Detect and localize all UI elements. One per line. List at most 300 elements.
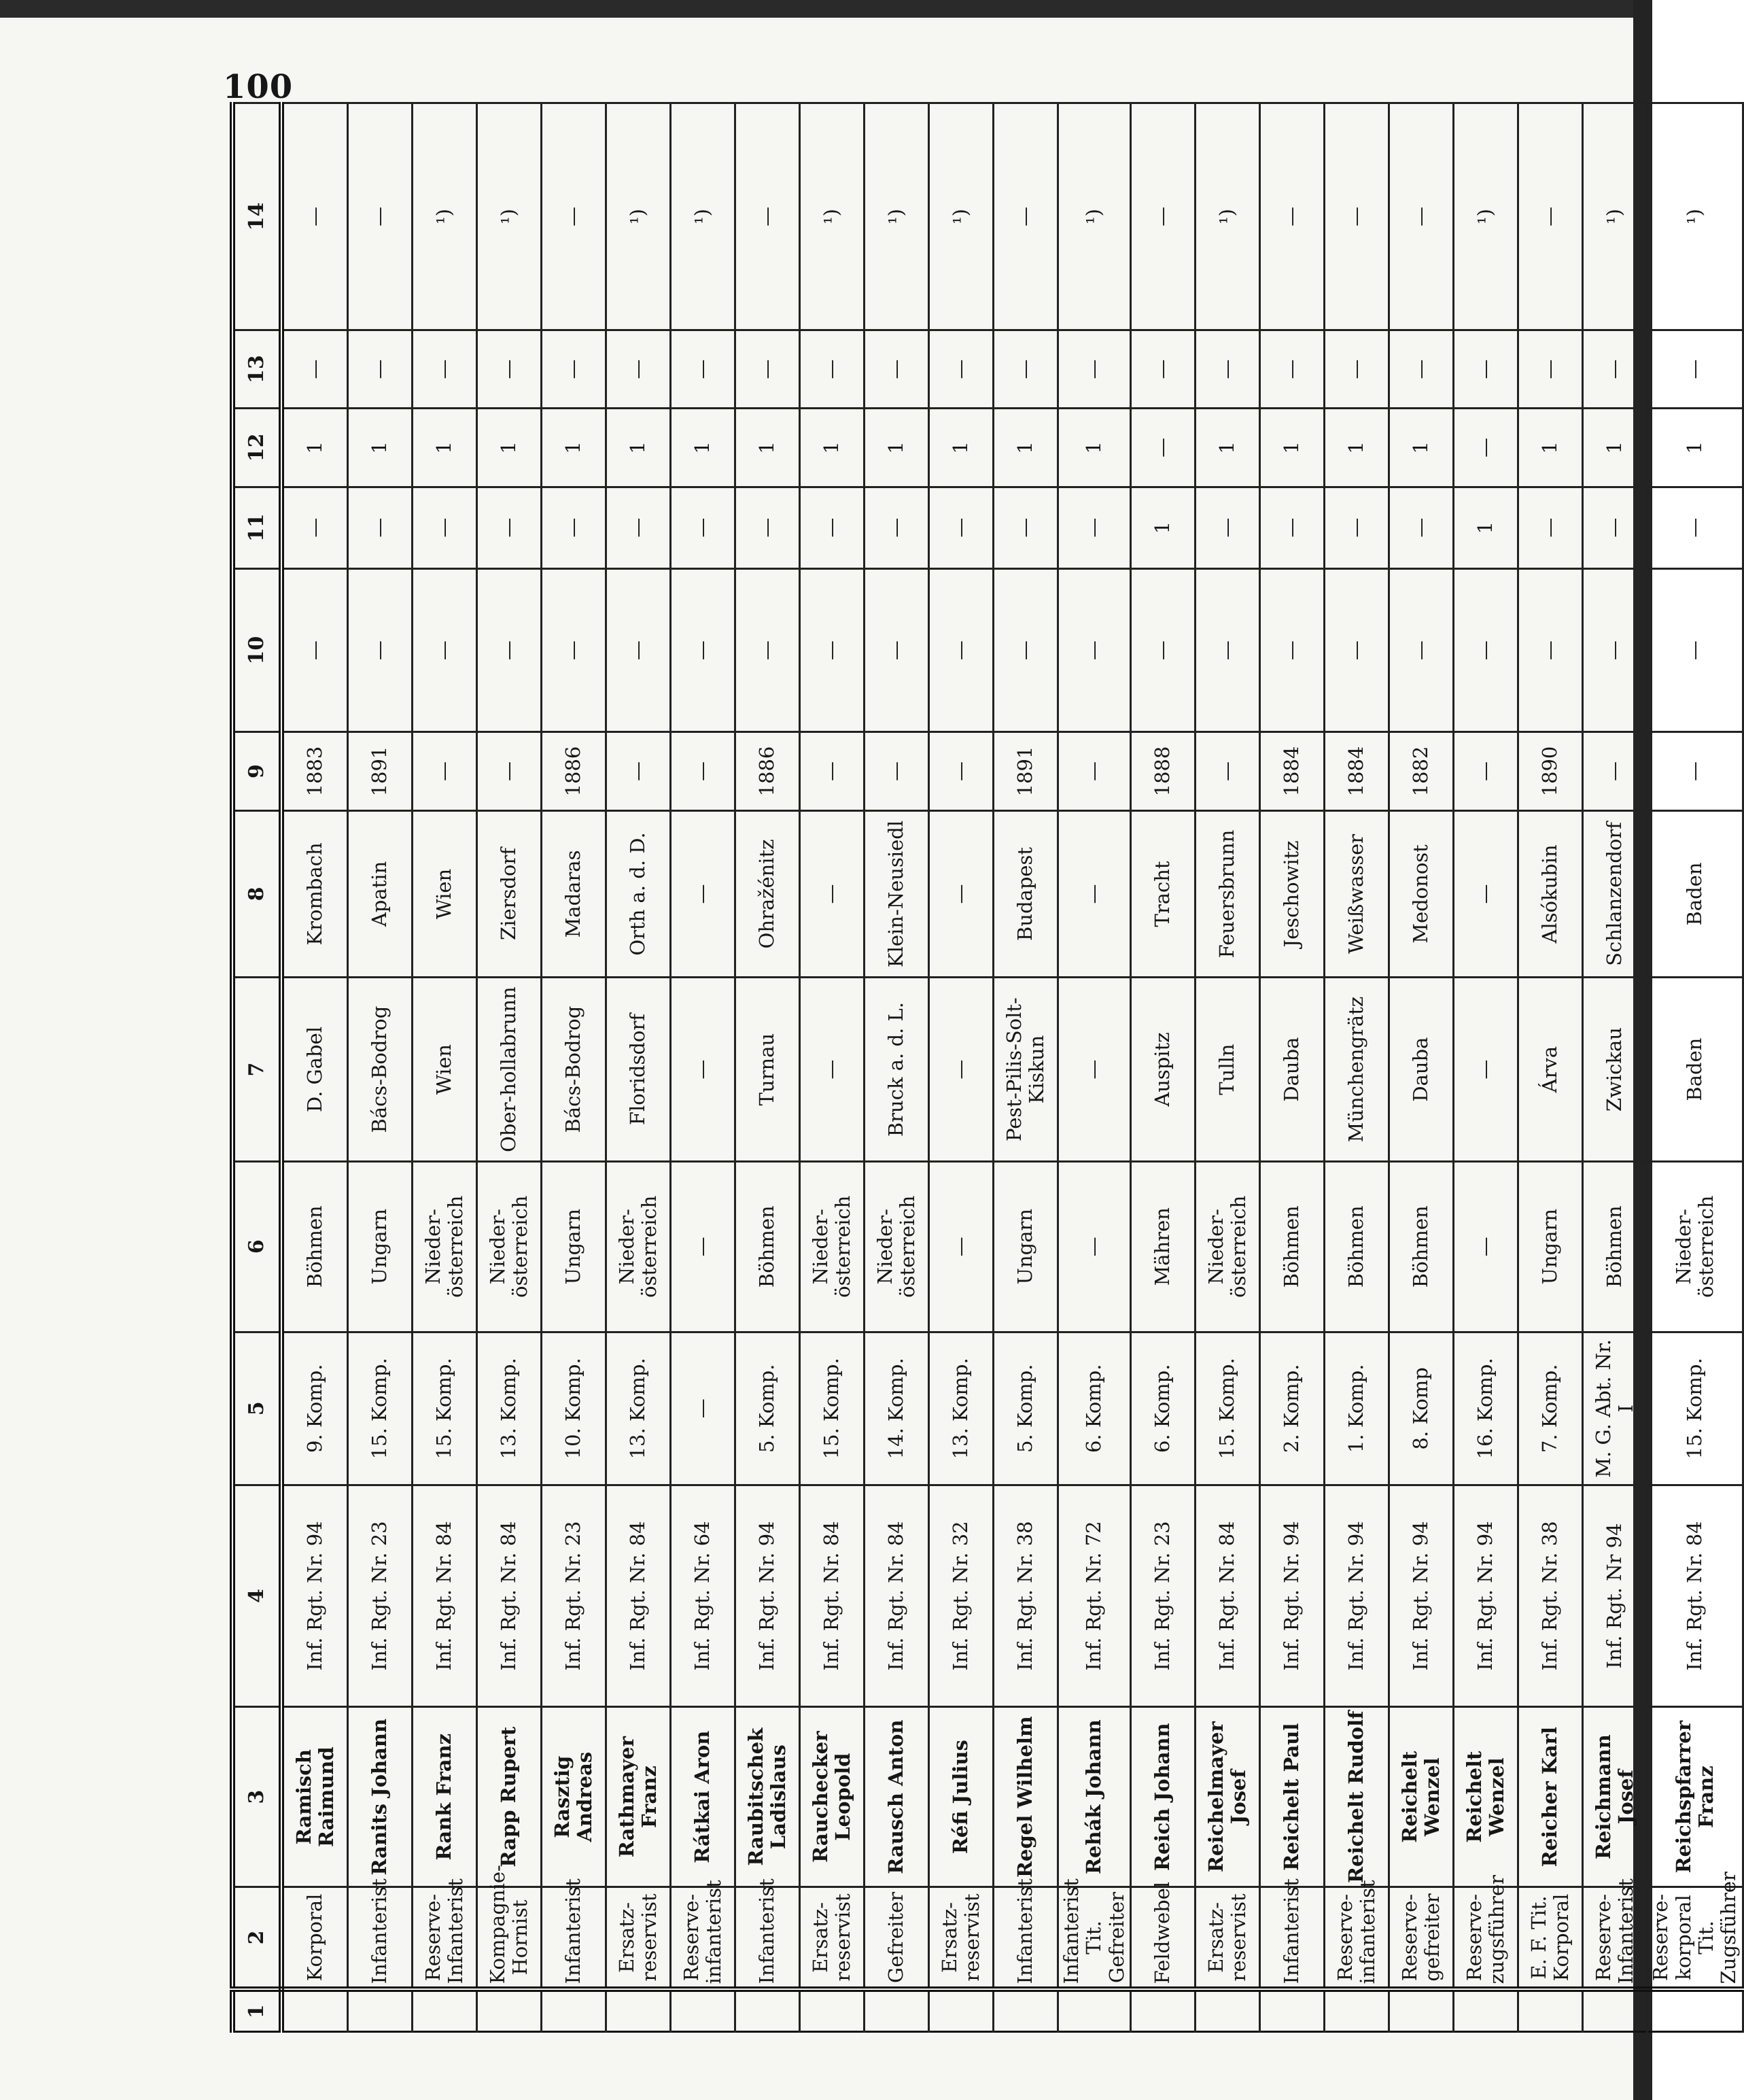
birthplace-cell: Klein-Neusiedl: [865, 810, 929, 978]
regiment-cell: Inf. Rgt. Nr. 84: [1196, 1485, 1260, 1707]
birth-year-cell: 1886: [542, 732, 606, 810]
col-13-cell: —: [1196, 330, 1260, 408]
col-10-cell: —: [477, 568, 542, 732]
col-12-cell: 1: [735, 409, 800, 487]
table-row: [800, 103, 865, 2032]
row-number-cell: [735, 1989, 800, 2031]
table-row: [1325, 103, 1389, 2032]
row-number-cell: [1647, 1989, 1743, 2031]
column-header: 5: [232, 1332, 281, 1485]
name-cell: Reichelt Paul: [1260, 1706, 1325, 1887]
company-cell: 15. Komp.: [1196, 1332, 1260, 1485]
col-13-cell: —: [1325, 330, 1389, 408]
col-10-cell: —: [735, 568, 800, 732]
col-13-cell: —: [671, 330, 735, 408]
regiment-cell: Inf. Rgt. Nr. 94: [281, 1485, 348, 1707]
crownland-cell: Ungarn: [542, 1161, 606, 1332]
table-row: [413, 103, 477, 2032]
birthplace-cell: Ohražénitz: [735, 810, 800, 978]
remark-cell: ¹): [1058, 103, 1131, 330]
col-11-cell: —: [1389, 487, 1454, 568]
col-13-cell: —: [348, 330, 413, 408]
col-10-cell: —: [1260, 568, 1325, 732]
name-cell: Reich Johann: [1131, 1706, 1196, 1887]
col-12-cell: —: [1454, 409, 1518, 487]
col-13-cell: —: [1454, 330, 1518, 408]
column-header: 9: [232, 732, 281, 810]
company-cell: 5. Komp.: [994, 1332, 1058, 1485]
rank-cell: Infanterist: [994, 1887, 1058, 1989]
col-12-cell: 1: [1325, 409, 1389, 487]
col-13-cell: —: [1647, 330, 1743, 408]
col-12-cell: 1: [994, 409, 1058, 487]
rank-cell: Reserve-korporal Tit. Zugsführer: [1647, 1887, 1743, 1989]
rank-cell: Ersatz-reservist: [606, 1887, 671, 1989]
col-10-cell: —: [994, 568, 1058, 732]
birth-year-cell: 1883: [281, 732, 348, 810]
row-number-cell: [1260, 1989, 1325, 2031]
district-cell: Floridsdorf: [606, 978, 671, 1162]
column-header: 14: [232, 103, 281, 330]
row-number-cell: [1058, 1989, 1131, 2031]
col-13-cell: —: [1583, 330, 1647, 408]
remark-cell: ¹): [865, 103, 929, 330]
crownland-cell: Nieder-österreich: [800, 1161, 865, 1332]
company-cell: 7. Komp.: [1518, 1332, 1583, 1485]
remark-cell: —: [994, 103, 1058, 330]
birthplace-cell: Alsókubin: [1518, 810, 1583, 978]
col-11-cell: —: [994, 487, 1058, 568]
name-cell: Reicher Karl: [1518, 1706, 1583, 1887]
crownland-cell: Böhmen: [1260, 1161, 1325, 1332]
crownland-cell: Mähren: [1131, 1161, 1196, 1332]
page-number: 100: [223, 68, 294, 106]
table-row: [477, 103, 542, 2032]
birthplace-cell: Feuersbrunn: [1196, 810, 1260, 978]
rank-cell: Infanterist: [542, 1887, 606, 1989]
col-11-cell: —: [542, 487, 606, 568]
birth-year-cell: —: [606, 732, 671, 810]
row-number-cell: [348, 1989, 413, 2031]
table-row: [542, 103, 606, 2032]
regiment-cell: Inf. Rgt. Nr. 23: [1131, 1485, 1196, 1707]
name-cell: Rehák Johann: [1058, 1706, 1131, 1887]
birthplace-cell: Apatin: [348, 810, 413, 978]
birth-year-cell: 1891: [994, 732, 1058, 810]
col-13-cell: —: [800, 330, 865, 408]
col-13-cell: —: [994, 330, 1058, 408]
regiment-cell: Inf. Rgt. Nr. 94: [1454, 1485, 1518, 1707]
casualty-list-table: [230, 102, 1744, 2033]
rank-cell: Ersatz-reservist: [1196, 1887, 1260, 1989]
rank-cell: Infanterist: [348, 1887, 413, 1989]
crownland-cell: Nieder-österreich: [413, 1161, 477, 1332]
row-number-cell: [1518, 1989, 1583, 2031]
col-13-cell: —: [865, 330, 929, 408]
rank-cell: Infanterist: [1260, 1887, 1325, 1989]
remark-cell: —: [1389, 103, 1454, 330]
row-number-cell: [671, 1989, 735, 2031]
company-cell: —: [671, 1332, 735, 1485]
column-header: 11: [232, 487, 281, 568]
col-11-cell: —: [735, 487, 800, 568]
column-header: 1: [232, 1989, 281, 2031]
birthplace-cell: Weißwasser: [1325, 810, 1389, 978]
col-13-cell: —: [281, 330, 348, 408]
table-row: [671, 103, 735, 2032]
col-11-cell: —: [1058, 487, 1131, 568]
crownland-cell: —: [671, 1161, 735, 1332]
birth-year-cell: 1891: [348, 732, 413, 810]
birth-year-cell: 1888: [1131, 732, 1196, 810]
col-10-cell: —: [1389, 568, 1454, 732]
col-13-cell: —: [1260, 330, 1325, 408]
district-cell: Bács-Bodrog: [542, 978, 606, 1162]
table-row: [1518, 103, 1583, 2032]
company-cell: 6. Komp.: [1131, 1332, 1196, 1485]
birth-year-cell: —: [800, 732, 865, 810]
name-cell: Raubitschek Ladislaus: [735, 1706, 800, 1887]
crownland-cell: Nieder-österreich: [1647, 1161, 1743, 1332]
table-row: [348, 103, 413, 2032]
birthplace-cell: —: [929, 810, 994, 978]
column-header: 13: [232, 330, 281, 408]
col-10-cell: —: [413, 568, 477, 732]
table-row: [1196, 103, 1260, 2032]
col-11-cell: —: [929, 487, 994, 568]
col-12-cell: 1: [477, 409, 542, 487]
table-row: [606, 103, 671, 2032]
birth-year-cell: —: [929, 732, 994, 810]
regiment-cell: Inf. Rgt. Nr. 84: [477, 1485, 542, 1707]
birthplace-cell: —: [671, 810, 735, 978]
company-cell: 13. Komp.: [606, 1332, 671, 1485]
col-11-cell: —: [477, 487, 542, 568]
row-number-cell: [800, 1989, 865, 2031]
col-10-cell: —: [281, 568, 348, 732]
rank-cell: Feldwebel: [1131, 1887, 1196, 1989]
col-13-cell: —: [1058, 330, 1131, 408]
row-number-cell: [413, 1989, 477, 2031]
col-10-cell: —: [1454, 568, 1518, 732]
row-number-cell: [1131, 1989, 1196, 2031]
table-row: [1389, 103, 1454, 2032]
birthplace-cell: Ziersdorf: [477, 810, 542, 978]
col-10-cell: —: [671, 568, 735, 732]
row-number-cell: [1454, 1989, 1518, 2031]
col-13-cell: —: [606, 330, 671, 408]
table-row: [735, 103, 800, 2032]
crownland-cell: Ungarn: [994, 1161, 1058, 1332]
rank-cell: Korporal: [281, 1887, 348, 1989]
remark-cell: ¹): [929, 103, 994, 330]
col-10-cell: —: [1058, 568, 1131, 732]
table-row: [994, 103, 1058, 2032]
col-11-cell: —: [1583, 487, 1647, 568]
col-11-cell: —: [348, 487, 413, 568]
crownland-cell: Ungarn: [348, 1161, 413, 1332]
col-11-cell: 1: [1454, 487, 1518, 568]
column-header: 2: [232, 1887, 281, 1989]
column-header: 4: [232, 1485, 281, 1707]
name-cell: Reichspfarrer Franz: [1647, 1706, 1743, 1887]
company-cell: 10. Komp.: [542, 1332, 606, 1485]
birthplace-cell: Wien: [413, 810, 477, 978]
birthplace-cell: Schlanzendorf: [1583, 810, 1647, 978]
name-cell: Rátkai Aron: [671, 1706, 735, 1887]
name-cell: Reichmann Josef: [1583, 1706, 1647, 1887]
name-cell: Ranits Johann: [348, 1706, 413, 1887]
col-10-cell: —: [606, 568, 671, 732]
birth-year-cell: 1884: [1260, 732, 1325, 810]
row-number-cell: [1389, 1989, 1454, 2031]
col-11-cell: —: [1518, 487, 1583, 568]
column-header: 3: [232, 1706, 281, 1887]
col-12-cell: 1: [348, 409, 413, 487]
regiment-cell: Inf. Rgt. Nr. 84: [800, 1485, 865, 1707]
birthplace-cell: —: [1454, 810, 1518, 978]
company-cell: 16. Komp.: [1454, 1332, 1518, 1485]
remark-cell: ¹): [1647, 103, 1743, 330]
remark-cell: ¹): [1583, 103, 1647, 330]
birthplace-cell: Budapest: [994, 810, 1058, 978]
regiment-cell: Inf. Rgt. Nr. 32: [929, 1485, 994, 1707]
col-10-cell: —: [800, 568, 865, 732]
birthplace-cell: —: [1058, 810, 1131, 978]
table-row: [1260, 103, 1325, 2032]
remark-cell: ¹): [671, 103, 735, 330]
regiment-cell: Inf. Rgt. Nr. 72: [1058, 1485, 1131, 1707]
regiment-cell: Inf. Rgt. Nr. 64: [671, 1485, 735, 1707]
birth-year-cell: 1884: [1325, 732, 1389, 810]
district-cell: —: [929, 978, 994, 1162]
regiment-cell: Inf. Rgt. Nr. 23: [542, 1485, 606, 1707]
crownland-cell: Nieder-österreich: [865, 1161, 929, 1332]
district-cell: Bruck a. d. L.: [865, 978, 929, 1162]
birthplace-cell: Medonost: [1389, 810, 1454, 978]
crownland-cell: Nieder-österreich: [1196, 1161, 1260, 1332]
crownland-cell: Nieder-österreich: [477, 1161, 542, 1332]
district-cell: Baden: [1647, 978, 1743, 1162]
remark-cell: ¹): [606, 103, 671, 330]
table-row: [1131, 103, 1196, 2032]
col-12-cell: 1: [1518, 409, 1583, 487]
remark-cell: —: [1260, 103, 1325, 330]
col-11-cell: —: [671, 487, 735, 568]
district-cell: Auspitz: [1131, 978, 1196, 1162]
remark-cell: ¹): [413, 103, 477, 330]
birth-year-cell: —: [1583, 732, 1647, 810]
col-11-cell: —: [606, 487, 671, 568]
crownland-cell: —: [1454, 1161, 1518, 1332]
row-number-cell: [994, 1989, 1058, 2031]
col-12-cell: 1: [671, 409, 735, 487]
column-header: 8: [232, 810, 281, 978]
name-cell: Rathmayer Franz: [606, 1706, 671, 1887]
column-header: 6: [232, 1161, 281, 1332]
col-12-cell: 1: [1389, 409, 1454, 487]
rank-cell: Reserve-Infanterist: [1583, 1887, 1647, 1989]
name-cell: Rauchecker Leopold: [800, 1706, 865, 1887]
district-cell: Árva: [1518, 978, 1583, 1162]
regiment-cell: Inf. Rgt. Nr. 94: [1260, 1485, 1325, 1707]
regiment-cell: Inf. Rgt. Nr 94: [1583, 1485, 1647, 1707]
col-10-cell: —: [1518, 568, 1583, 732]
birth-year-cell: —: [413, 732, 477, 810]
crownland-cell: Ungarn: [1518, 1161, 1583, 1332]
remark-cell: ¹): [1454, 103, 1518, 330]
col-11-cell: —: [1647, 487, 1743, 568]
col-10-cell: —: [865, 568, 929, 732]
crownland-cell: Böhmen: [735, 1161, 800, 1332]
column-header: 12: [232, 409, 281, 487]
col-12-cell: 1: [1058, 409, 1131, 487]
birth-year-cell: 1886: [735, 732, 800, 810]
remark-cell: —: [735, 103, 800, 330]
name-cell: Rank Franz: [413, 1706, 477, 1887]
company-cell: 6. Komp.: [1058, 1332, 1131, 1485]
rank-cell: E. F. Tit. Korporal: [1518, 1887, 1583, 1989]
district-cell: Pest-Pilis-Solt-Kiskun: [994, 978, 1058, 1162]
birth-year-cell: —: [1196, 732, 1260, 810]
col-10-cell: —: [1647, 568, 1743, 732]
remark-cell: —: [542, 103, 606, 330]
table-row: [1058, 103, 1131, 2032]
name-cell: Ramisch Raimund: [281, 1706, 348, 1887]
col-13-cell: —: [413, 330, 477, 408]
table-row: [1454, 103, 1518, 2032]
district-cell: —: [671, 978, 735, 1162]
company-cell: 9. Komp.: [281, 1332, 348, 1485]
birth-year-cell: —: [1058, 732, 1131, 810]
casualty-list-table-wrapper: [230, 102, 1741, 2033]
row-number-cell: [542, 1989, 606, 2031]
table-row: [1583, 103, 1647, 2032]
crownland-cell: —: [929, 1161, 994, 1332]
birthplace-cell: Jeschowitz: [1260, 810, 1325, 978]
company-cell: 13. Komp.: [929, 1332, 994, 1485]
district-cell: Münchengrätz: [1325, 978, 1389, 1162]
col-12-cell: 1: [1647, 409, 1743, 487]
remark-cell: —: [1325, 103, 1389, 330]
regiment-cell: Inf. Rgt. Nr. 38: [1518, 1485, 1583, 1707]
birthplace-cell: Baden: [1647, 810, 1743, 978]
row-number-cell: [281, 1989, 348, 2031]
district-cell: Ober-hollabrunn: [477, 978, 542, 1162]
company-cell: M. G. Abt. Nr. I: [1583, 1332, 1647, 1485]
rank-cell: Reserve-zugsführer: [1454, 1887, 1518, 1989]
col-12-cell: —: [1131, 409, 1196, 487]
col-10-cell: —: [1325, 568, 1389, 732]
remark-cell: ¹): [477, 103, 542, 330]
name-cell: Reichelmayer Josef: [1196, 1706, 1260, 1887]
remark-cell: —: [1518, 103, 1583, 330]
name-cell: Regel Wilhelm: [994, 1706, 1058, 1887]
company-cell: 1. Komp.: [1325, 1332, 1389, 1485]
district-cell: Zwickau: [1583, 978, 1647, 1162]
rank-cell: Reserve-gefreiter: [1389, 1887, 1454, 1989]
name-cell: Reichelt Rudolf: [1325, 1706, 1389, 1887]
col-10-cell: —: [929, 568, 994, 732]
rank-cell: Ersatz-reservist: [929, 1887, 994, 1989]
col-12-cell: 1: [865, 409, 929, 487]
col-11-cell: —: [1196, 487, 1260, 568]
col-13-cell: —: [1518, 330, 1583, 408]
district-cell: Dauba: [1260, 978, 1325, 1162]
regiment-cell: Inf. Rgt. Nr. 94: [735, 1485, 800, 1707]
birthplace-cell: Madaras: [542, 810, 606, 978]
district-cell: —: [1058, 978, 1131, 1162]
crownland-cell: Nieder-österreich: [606, 1161, 671, 1332]
birthplace-cell: Orth a. d. D.: [606, 810, 671, 978]
remark-cell: ¹): [800, 103, 865, 330]
col-11-cell: —: [1325, 487, 1389, 568]
company-cell: 14. Komp.: [865, 1332, 929, 1485]
company-cell: 2. Komp.: [1260, 1332, 1325, 1485]
col-12-cell: 1: [1583, 409, 1647, 487]
col-13-cell: —: [735, 330, 800, 408]
table-body: [281, 103, 1743, 2032]
remark-cell: —: [348, 103, 413, 330]
regiment-cell: Inf. Rgt. Nr. 23: [348, 1485, 413, 1707]
col-10-cell: —: [1131, 568, 1196, 732]
remark-cell: ¹): [1196, 103, 1260, 330]
birth-year-cell: 1890: [1518, 732, 1583, 810]
remark-cell: —: [281, 103, 348, 330]
col-13-cell: —: [477, 330, 542, 408]
col-13-cell: —: [542, 330, 606, 408]
col-13-cell: —: [1389, 330, 1454, 408]
crownland-cell: —: [1058, 1161, 1131, 1332]
district-cell: D. Gabel: [281, 978, 348, 1162]
col-12-cell: 1: [413, 409, 477, 487]
regiment-cell: Inf. Rgt. Nr. 94: [1325, 1485, 1389, 1707]
rank-cell: Infanterist Tit. Gefreiter: [1058, 1887, 1131, 1989]
col-13-cell: —: [1131, 330, 1196, 408]
col-12-cell: 1: [929, 409, 994, 487]
birth-year-cell: —: [671, 732, 735, 810]
table-row: [1647, 103, 1743, 2032]
col-10-cell: —: [348, 568, 413, 732]
name-cell: Rapp Rupert: [477, 1706, 542, 1887]
district-cell: Wien: [413, 978, 477, 1162]
col-12-cell: 1: [281, 409, 348, 487]
birth-year-cell: 1882: [1389, 732, 1454, 810]
district-cell: Dauba: [1389, 978, 1454, 1162]
header-row: [232, 103, 281, 2032]
remark-cell: —: [1131, 103, 1196, 330]
row-number-cell: [1583, 1989, 1647, 2031]
rank-cell: Reserve-infanterist: [1325, 1887, 1389, 1989]
table-row: [865, 103, 929, 2032]
col-11-cell: —: [281, 487, 348, 568]
regiment-cell: Inf. Rgt. Nr. 84: [606, 1485, 671, 1707]
birthplace-cell: —: [800, 810, 865, 978]
row-number-cell: [865, 1989, 929, 2031]
table-row: [281, 103, 348, 2032]
rank-cell: Gefreiter: [865, 1887, 929, 1989]
district-cell: Turnau: [735, 978, 800, 1162]
row-number-cell: [929, 1989, 994, 2031]
row-number-cell: [606, 1989, 671, 2031]
birth-year-cell: —: [865, 732, 929, 810]
name-cell: Rausch Anton: [865, 1706, 929, 1887]
crownland-cell: Böhmen: [1583, 1161, 1647, 1332]
col-11-cell: —: [865, 487, 929, 568]
name-cell: Rasztig Andreas: [542, 1706, 606, 1887]
company-cell: 15. Komp.: [348, 1332, 413, 1485]
rank-cell: Ersatz-reservist: [800, 1887, 865, 1989]
